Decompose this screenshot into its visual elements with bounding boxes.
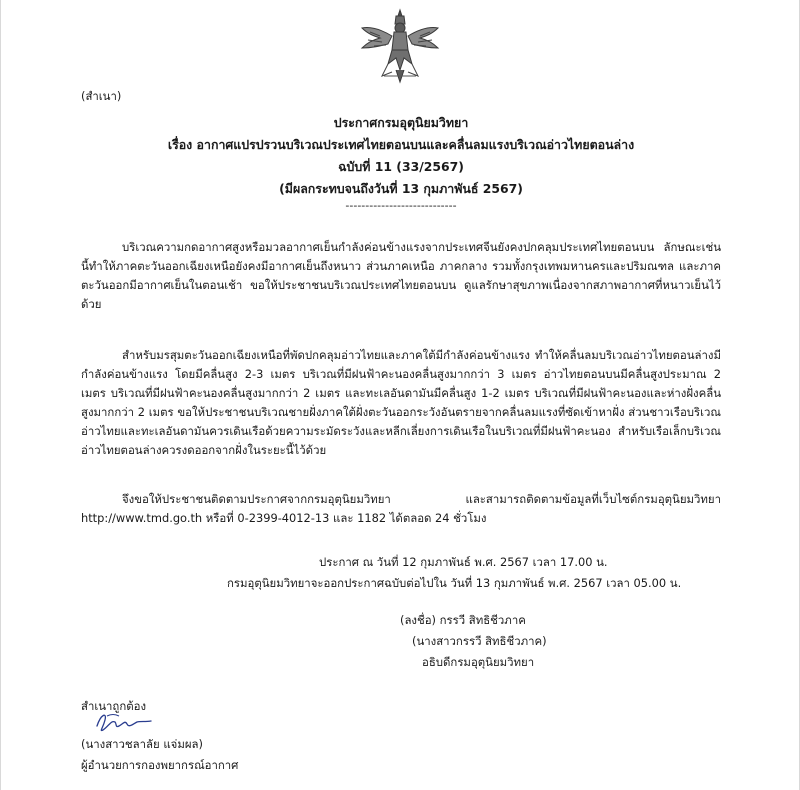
signatory-full-name: (นางสาวกรรวี สิทธิชีวภาค) — [412, 634, 547, 648]
certified-label: สำเนาถูกต้อง — [81, 699, 147, 713]
announce-date: ประกาศ ณ วันที่ 12 กุมภาพันธ์ พ.ศ. 2567 เวลา 17.00 น. — [319, 555, 608, 569]
certifier-name: (นางสาวชลาลัย แจ่มผล) — [81, 737, 203, 751]
issue-number: ฉบับที่ 11 (33/2567) — [338, 159, 464, 174]
signatory-position: อธิบดีกรมอุตุนิยมวิทยา — [422, 655, 535, 669]
garuda-emblem-icon — [358, 6, 442, 84]
signatory-block — [400, 610, 547, 673]
paragraph-3-text: จึงขอให้ประชาชนติดตามประกาศจากกรมอุตุนิยมวิทยา และสามารถติดตามข้อมูลที่เว็บไซต์กรมอุตุนิยมวิทยา http://www.tmd.go.th หรือที่ 0-2399-4012-13 และ 1182 ได้ตลอด 24 ชั่วโมง — [81, 492, 721, 525]
next-announcement: กรมอุตุนิยมวิทยาจะออกประกาศฉบับต่อไปใน วันที่ 13 กุมภาพันธ์ พ.ศ. 2567 เวลา 05.00 น. — [227, 576, 682, 590]
paragraph-3 — [81, 490, 721, 528]
paragraph-2-text: สำหรับมรสุมตะวันออกเฉียงเหนือที่พัดปกคลุมอ่าวไทยและภาคใต้มีกำลังค่อนข้างแรง ทำให้คลื่นลมบริเวณอ่าวไทยตอนล่างมีกำลังค่อนข้างแรง โดยมีคลื่นสูง 2-3 เมตร บริเวณที่มีฝนฟ้าคะนองคลื่นสูงมากกว่า 3 เมตร อ่าวไทยตอนบนมีคลื่นสูงประมาณ 2 เมตร บริเวณที่มีฝนฟ้าคะนองคลื่นสูงมากกว่า 2 เมตร และทะเลอันดามันมีคลื่นสูง 1-2 เมตร บริเวณที่มีฝนฟ้าคะนองและห่างฝั่งคลื่นสูงมากกว่า 2 เมตร ขอให้ประชาชนบริเวณชายฝั่งภาคใต้ฝั่งตะวันออกระวังอันตรายจากคลื่นลมแรงที่ซัดเข้าหาฝั่ง ส่วนชาวเรือบริเวณอ่าวไทยและทะเลอันดามันควรเดินเรือด้วยความระมัดระวังและหลีกเลี่ยงการเดินเรือในบริเวณที่มีฝนฟ้าคะนอง สำหรับเรือเล็กบริเวณอ่าวไทยตอนล่างควรงดออกจากฝั่งในระยะนี้ไว้ด้วย — [81, 348, 721, 457]
certifier-title: ผู้อำนวยการกองพยากรณ์อากาศ — [81, 758, 239, 772]
title-separator: ---------------------------- — [345, 199, 457, 212]
effective-until: (มีผลกระทบจนถึงวันที่ 13 กุมภาพันธ์ 2567) — [279, 181, 523, 196]
paragraph-1 — [81, 238, 721, 314]
handwritten-signature-icon — [93, 708, 153, 736]
paragraph-2 — [81, 346, 721, 460]
paragraph-1-text: บริเวณความกดอากาศสูงหรือมวลอากาศเย็นกำลังค่อนข้างแรงจากประเทศจีนยังคงปกคลุมประเทศไทยตอนบน ลักษณะเช่นนี้ทำให้ภาคตะวันออกเฉียงเหนือยังคงมีอากาศเย็นถึงหนาว ส่วนภาคเหนือ ภาคกลาง รวมทั้งกรุงเทพมหานครและปริมณฑล และภาคตะวันออกมีอากาศเย็นในตอนเช้า ขอให้ประชาชนบริเวณประเทศไทยตอนบน ดูแลรักษาสุขภาพเนื่องจากสภาพอากาศที่หนาวเย็นไว้ด้วย — [81, 240, 721, 311]
copy-label: (สำเนา) — [81, 89, 122, 103]
signed-name: (ลงชื่อ) กรรวี สิทธิชีวภาค — [400, 613, 526, 627]
subject-title: เรื่อง อากาศแปรปรวนบริเวณประเทศไทยตอนบนและคลื่นลมแรงบริเวณอ่าวไทยตอนล่าง — [167, 137, 635, 152]
department-title: ประกาศกรมอุตุนิยมวิทยา — [333, 115, 469, 130]
title-block — [81, 112, 721, 214]
